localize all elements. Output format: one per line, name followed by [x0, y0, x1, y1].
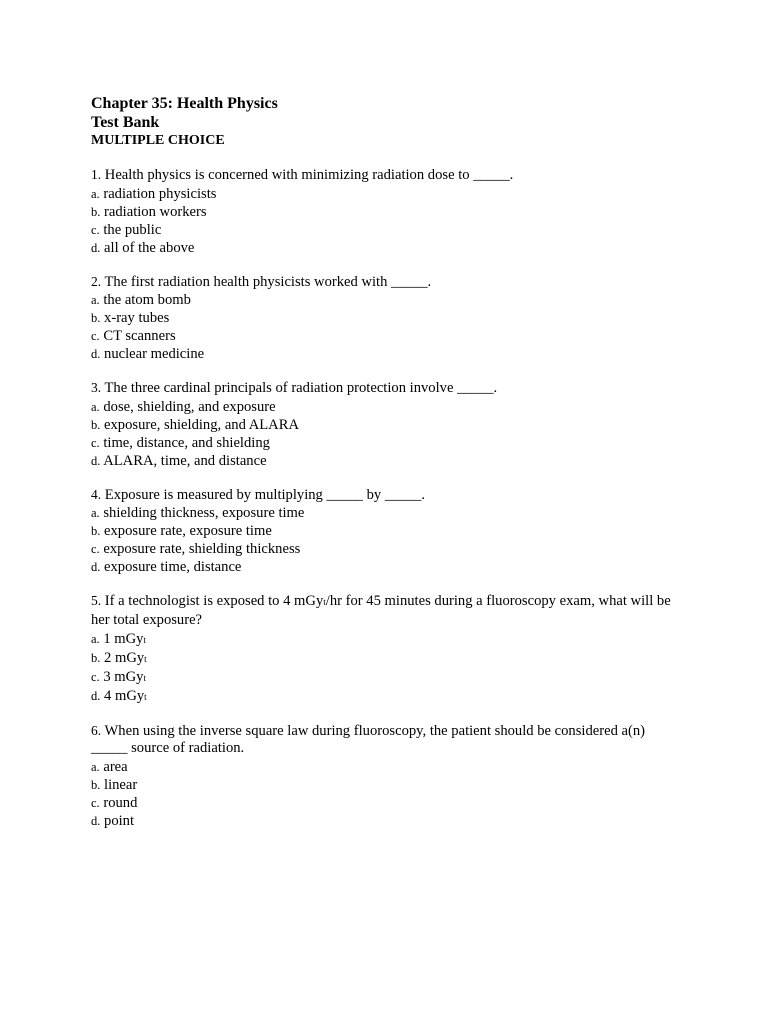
option-text: radiation workers [104, 203, 207, 220]
question-4 [91, 486, 681, 577]
option-letter: d. [91, 560, 101, 575]
option-d [91, 558, 681, 576]
option-b [91, 776, 681, 794]
option-a [91, 291, 681, 309]
option-text: exposure rate, shielding thickness [103, 541, 301, 558]
question-number: 1. [91, 167, 102, 182]
question-number: 5. [91, 593, 102, 609]
question-number: 2. [91, 273, 102, 289]
option-letter: c. [91, 542, 100, 557]
option-c [91, 794, 681, 812]
question-text: The three cardinal principals of radiation protection involve _____. [104, 380, 498, 397]
option-a [91, 185, 681, 203]
option-letter: b. [91, 777, 101, 792]
question-text: The first radiation health physicists worked with _____. [104, 273, 432, 290]
question-text-start: If a technologist is exposed to 4 mGy [104, 593, 324, 610]
option-text: radiation physicists [103, 185, 217, 202]
question-number: 4. [91, 486, 102, 502]
chapter-title: Chapter 35: Health Physics [91, 95, 278, 112]
option-b [91, 309, 681, 327]
question-stem [91, 486, 681, 505]
option-letter: a. [91, 631, 100, 646]
option-letter: b. [91, 524, 101, 539]
option-a [91, 758, 681, 776]
unit-subscript: t [144, 653, 147, 664]
section-heading: MULTIPLE CHOICE [91, 133, 225, 148]
option-letter: c. [91, 222, 100, 237]
question-stem [91, 273, 681, 292]
option-letter: d. [91, 347, 101, 362]
option-text: area [103, 758, 128, 775]
question-1 [91, 166, 681, 257]
option-text: point [104, 812, 135, 829]
option-c [91, 327, 681, 345]
option-text: nuclear medicine [104, 346, 205, 363]
question-stem [91, 592, 681, 629]
option-letter: a. [91, 399, 100, 414]
option-letter: c. [91, 669, 100, 684]
option-letter: a. [91, 506, 100, 521]
question-3 [91, 379, 681, 470]
option-letter: d. [91, 453, 101, 468]
option-letter: a. [91, 186, 100, 201]
option-b [91, 649, 681, 668]
question-6 [91, 722, 681, 830]
option-b [91, 416, 681, 434]
unit-subscript: t [144, 691, 147, 702]
option-text: exposure, shielding, and ALARA [104, 416, 299, 433]
question-stem [91, 722, 681, 758]
option-letter: c. [91, 329, 100, 344]
question-number: 6. [91, 722, 102, 738]
question-2 [91, 273, 681, 364]
unit-subscript: t [143, 634, 146, 645]
option-c [91, 434, 681, 452]
option-text: linear [104, 776, 138, 793]
option-text: all of the above [104, 239, 195, 256]
option-text: CT scanners [103, 328, 176, 345]
option-d [91, 452, 681, 470]
question-text: Health physics is concerned with minimizing radiation dose to _____. [104, 167, 514, 183]
question-text: Exposure is measured by multiplying _____ by _____. [104, 486, 426, 503]
option-letter: b. [91, 650, 101, 665]
option-letter: c. [91, 435, 100, 450]
question-5 [91, 592, 681, 705]
option-a [91, 398, 681, 416]
option-text: 3 mGy [103, 668, 144, 685]
option-letter: a. [91, 293, 100, 308]
option-text: 2 mGy [104, 649, 145, 666]
question-text: When using the inverse square law during fluoroscopy, the patient should be considered a(n) _____ source of radiation. [91, 722, 646, 757]
option-letter: a. [91, 759, 100, 774]
test-bank-subtitle: Test Bank [91, 114, 160, 131]
option-text: exposure rate, exposure time [104, 523, 272, 540]
question-stem [91, 379, 681, 398]
option-c [91, 540, 681, 558]
option-c [91, 668, 681, 687]
option-text: time, distance, and shielding [103, 434, 270, 451]
question-text-end: /hr for 45 minutes during a fluoroscopy exam, what will be her total exposure? [91, 593, 671, 628]
option-text: the atom bomb [103, 292, 191, 309]
option-letter: d. [91, 688, 101, 703]
unit-subscript: t [143, 672, 146, 683]
option-text: round [103, 794, 138, 811]
option-text: shielding thickness, exposure time [103, 505, 305, 522]
option-d [91, 812, 681, 830]
option-b [91, 203, 681, 221]
document-page [91, 94, 681, 846]
option-a [91, 504, 681, 522]
option-text: the public [103, 221, 162, 238]
option-text: 4 mGy [104, 687, 145, 704]
option-d [91, 687, 681, 706]
option-letter: b. [91, 204, 101, 219]
option-d [91, 345, 681, 363]
option-d [91, 239, 681, 257]
option-letter: d. [91, 813, 101, 828]
option-letter: d. [91, 240, 101, 255]
option-text: x-ray tubes [104, 310, 170, 327]
option-c [91, 221, 681, 239]
option-a [91, 630, 681, 649]
option-letter: b. [91, 311, 101, 326]
option-letter: c. [91, 795, 100, 810]
option-text: 1 mGy [103, 630, 144, 647]
unit-subscript: t [323, 597, 326, 608]
option-text: ALARA, time, and distance [103, 452, 267, 469]
option-b [91, 522, 681, 540]
option-text: dose, shielding, and exposure [103, 398, 276, 415]
option-text: exposure time, distance [104, 559, 242, 576]
question-stem [91, 166, 681, 185]
question-number: 3. [91, 380, 102, 396]
option-letter: b. [91, 417, 101, 432]
